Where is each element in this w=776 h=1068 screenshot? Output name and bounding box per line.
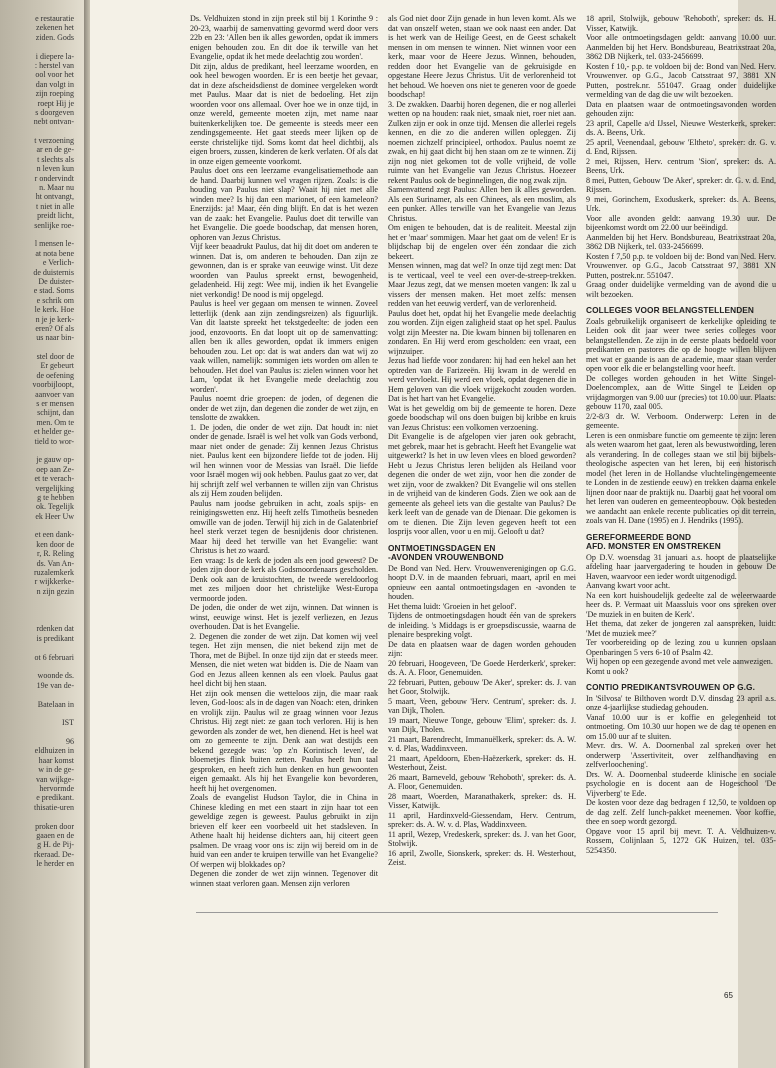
article-column-2 xyxy=(388,14,576,868)
paragraph: 21 maart, Barendrecht, Immanuëlkerk, spreker: ds. A. W. v. d. Plas, Waddinxveen. xyxy=(388,734,576,753)
fragment-line: dan volgt in xyxy=(35,79,74,89)
paragraph: Op D.V. woensdag 31 januari a.s. hoopt de plaatselijke afdeling haar jaarvergadering te houden in gebouw De Haven, waarvoor een ieder wordt uitgenodigd. xyxy=(586,552,776,581)
paragraph: 5 maart, Veen, gebouw 'Herv. Centrum', spreker: ds. J. van Dijk, Tholen. xyxy=(388,696,576,715)
fragment-line: g te hebben xyxy=(37,492,74,502)
fragment-line: men. Om te xyxy=(36,417,74,427)
fragment-line: ar en de ge- xyxy=(36,145,74,155)
fragment-line: eren? Of als xyxy=(35,323,74,333)
fragment-line: ziden. Gods xyxy=(35,32,74,42)
fragment-line: haar komst xyxy=(38,755,74,765)
paragraph: als God niet door Zijn genade in hun leven komt. Als we dat van onszelf weten, staan we ook naast een ander. Dat is het werk van de Heilige Geest, en de Geest schakelt mensen in om mensen te winnen. Niet winnen voor een kerk, maar voor de Heere Jezus. Winnen, behouden, redden door het Evangelie van de gekruisigde en opgestane Heere Jezus Christus. Uit de verlorenheid tot het behoud. We hoeven ons niet te generen voor de goede boodschap! xyxy=(388,14,576,99)
paragraph: Komt u ook? xyxy=(586,666,629,676)
article-column-1 xyxy=(190,14,378,888)
fragment-line: Batelaan in xyxy=(37,699,74,709)
fragment-line: roept Hij je xyxy=(37,98,74,108)
paragraph: Mevr. drs. W. A. Doornenbal zal spreken over het onderwerp 'Assertiviteit, over zelfhandhaving en zelfverloochening'. xyxy=(586,741,776,769)
fragment-line: ht ontvangt, xyxy=(35,192,74,202)
fragment-line: n. Maar nu xyxy=(39,183,74,193)
fragment-line: hervormde xyxy=(39,784,74,794)
fragment-line xyxy=(2,446,74,455)
fragment-line: senlijke roe- xyxy=(34,220,74,230)
fragment-line: thisatie-uren xyxy=(34,802,74,812)
fragment-line: t verzoening xyxy=(34,136,74,146)
paragraph: Jezus had liefde voor zondaren: hij had een hekel aan het optreden van de Farizeeën. Hij kwam in de wereld en werd vervloekt. Hij werd een vloek, opdat degenen die in Hem geloven van die vloek vrijgekocht zouden worden. Dat is het hart van het Evangelie. xyxy=(388,356,576,403)
fragment-line xyxy=(2,343,74,352)
paragraph: Tijdens de ontmoetingsdagen houdt één van de sprekers de inleiding. 's Middags is er groepsdiscussie, waarna de plenaire bespreking volgt. xyxy=(388,611,576,639)
fragment-line: tield to wor- xyxy=(34,436,74,446)
paragraph: Kosten f 10,- p.p. te voldoen bij de: Bond van Ned. Herv. Vrouwenver. op G.G., Jacob Catsstraat 97, 3881 XN Putten, postrek.nr. 551047. Graag onder duidelijke vermelding van de dag die uw wilt bezoeken. xyxy=(586,61,776,99)
fragment-line: r, R. Reling xyxy=(36,549,74,559)
fragment-line: aanvoer van xyxy=(35,389,74,399)
paragraph: Kosten f 7,50 p.p. te voldoen bij de: Bond van Ned. Herv. Vrouwenver. op G.G., Jacob Catsstraat 97, 3881 XN Putten, postrek.nr. 551047. xyxy=(586,251,776,280)
fragment-line xyxy=(2,690,74,699)
paragraph: Aanvang kwart voor acht. xyxy=(586,581,671,590)
fragment-line xyxy=(2,615,74,624)
fragment-line: w in de ge- xyxy=(38,765,74,775)
paragraph: Dit zijn, aldus de predikant, heel leerzame woorden, en ook heel bewogen woorden. Er is een beetje het gevaar, dat in deze afscheidsdienst de dominee vergeleken wordt met Paulus. Maar dat is niet de bedoeling. Het zijn woorden voor ons allemaal. Over hoe we in onze tijd, in onze wereld, gemeente moeten zijn, met name naar buitenkerkelijken toe. De gemeente is steeds meer een zendingsgemeente. Het gaat steeds meer lijken op de eerste christelijke tijd. Soms komt dat heel dichtbij, als eigen broers, zussen, kinderen de kerk verlaten. Of als dat in onze eigen gemeente voorkomt. xyxy=(190,61,378,166)
paragraph: Wij hopen op een gezegende avond met vele aanwezigen. xyxy=(586,657,773,666)
fragment-line: le herder en xyxy=(36,859,74,869)
fragment-line xyxy=(2,42,74,51)
paragraph: Zoals de evangelist Hudson Taylor, die in China in Chinese kleding en met een staart in zijn haar tot een geweldige zegen is geweest. Paulus gebruikt in zijn brieven elf keer een voorbeeld uit het stadsleven. In Athene haalt hij heidense dichters aan, hij citeert geen psalmen. De vraag voor ons is: zijn wij bereid om in de huid van een ander te kruipen terwille van het Evangelie? Of werpen wij blokkades op? xyxy=(190,793,378,869)
paragraph: Na een kort huishoudelijk gedeelte zal de weleerwaarde heer ds. P. Vermaat uit Maassluis voor ons spreken over 'De muziek in en buiten de Kerk'. xyxy=(586,590,776,619)
fragment-line: is predikant xyxy=(36,633,74,643)
paragraph: 9 mei, Gorinchem, Exoduskerk, spreker: ds. A. Beens, Urk. xyxy=(586,194,776,213)
paragraph: Samenvattend zegt Paulus: Allen ben ik alles geworden. Als een Surinamer, als een Chinees, als een moslim, als een punker. Alles terwille van het Evangelie van Jezus Christus. xyxy=(388,185,576,223)
fragment-line: r ondervindt xyxy=(34,173,74,183)
section-heading-colleges: COLLEGES VOOR BELANGSTELLENDEN xyxy=(586,305,755,315)
paragraph: 23 april, Capelle a/d IJssel, Nieuwe Westerkerk, spreker: ds. A. Beens, Urk. xyxy=(586,118,776,137)
fragment-line: ok. Tegelijk xyxy=(36,502,74,512)
paragraph: Het thema luidt: 'Groeien in het geloof'. xyxy=(388,601,517,611)
section-heading-gereformeerde-bond: GEREFORMEERDE BOND AFD. MONSTER EN OMSTREKEN xyxy=(586,531,721,551)
paragraph: 20 februari, Hoogeveen, 'De Goede Herderkerk', spreker: ds. A. A. Floor, Genemuiden. xyxy=(388,658,576,677)
fragment-line: e predikant. xyxy=(36,793,74,803)
paragraph: Paulus nam joodse gebruiken in acht, zoals spijs- en reinigingswetten enz. Hij heeft zelfs Timotheüs besneden omwille van de joden. Terwijl hij zich in de Galatenbrief heel sterk verzet tegen de besnijdenis door christenen. Maar hij deed het terwille van het Evangelie: want Christus is het zo waard. xyxy=(190,498,378,555)
fragment-line: l mensen le- xyxy=(34,239,74,249)
paragraph: Dit Evangelie is de afgelopen vier jaren ook gebracht, met gebrek, maar het is gebracht. Heeft het Evangelie wat uitgewerkt? Is het in uw leven vlees en bloed geworden? Hebt u Jezus Christus leren belijden als Heiland voor degenen die onder de wet zijn, voor hen die zonder de wet zijn, voor de zwakken? Dit Evangelie wil ons stellen in de vrijheid van de kinderen Gods. Zien we ook aan de gemeente als geheel iets van die gestalte van Paulus? De kerk leeft van de genade van de Dienaar. Die gekomen is om te dienen. Die Zijn leven gegeven heeft tot een losprijs voor allen, voor u en mij. Gelooft u dat? xyxy=(388,432,576,536)
paragraph: 18 april, Stolwijk, gebouw 'Rehoboth', spreker: ds. H. Visser, Katwijk. xyxy=(586,14,776,33)
fragment-line: preidt licht, xyxy=(37,211,74,221)
fragment-line: rkeraad. De- xyxy=(34,849,74,859)
paragraph: Vijf keer beaadrukt Paulus, dat hij dit doet om anderen te winnen. Dat is, om anderen te behouden. Dan zijn ze gewonnen, dan is er sprake van eeuwige winst. Uit deze woorden van Paulus spreekt ernst, bewogenheid, geladenheid. Hij zegt: Wee mij, indien ik het Evangelie niet verkondig! De nood is mij opgelegd. xyxy=(190,242,378,299)
fragment-line xyxy=(2,596,74,605)
fragment-line: le kerk. Hoe xyxy=(34,305,74,315)
paragraph: 2/2-8/3 dr. W. Verboom. Onderwerp: Leren in de gemeente. xyxy=(586,411,776,430)
fragment-line: e stad. Soms xyxy=(33,286,74,296)
paragraph: 28 maart, Woerden, Maranathakerk, spreker: ds. H. Visser, Katwijk. xyxy=(388,791,576,810)
paragraph: 11 april, Wezep, Vredeskerk, spreker: ds. J. van het Goor, Stolwijk. xyxy=(388,829,576,848)
fragment-line xyxy=(2,643,74,652)
fragment-line xyxy=(2,606,74,615)
fragment-line xyxy=(2,728,74,737)
fragment-line: de duisternis xyxy=(33,267,74,277)
paragraph: Mensen winnen, mag dat wel? In onze tijd zegt men: Dat is te verticaal, veel te veel een over-de-streep-trekken. Maar Jezus zegt, dat we mensen moeten vangen: Ik zal u vissers der mensen maken. Het moet zelfs: mensen redden van het eeuwig verderf, van de verlorenheid. xyxy=(388,261,576,308)
fragment-line: rdenken dat xyxy=(36,624,74,634)
fragment-line: ot 6 februari xyxy=(34,652,74,662)
fragment-line: oep aan Ze- xyxy=(36,464,74,474)
fragment-line: i diepere la- xyxy=(35,51,74,61)
paragraph: Graag onder duidelijke vermelding van de avond die u wilt bezoeken. xyxy=(586,280,776,299)
paragraph: Ds. Veldhuizen stond in zijn preek stil bij 1 Korinthe 9 : 20-23, waarbij de samenvatting gevormd werd door vers 22b en 23: 'Allen ben ik alles geworden, opdat ik immers enigen behouden zou. En dit doe ik terwille van het Evangelie, opdat ik het mede deelachtig zou worden'. xyxy=(190,14,378,61)
fragment-line: ds. Van An- xyxy=(36,558,74,568)
fragment-line: g H. de Pij- xyxy=(37,840,74,850)
paragraph: Het thema, dat zeker de jongeren zal aanspreken, luidt: 'Met de muziek mee?' xyxy=(586,619,776,638)
fragment-line: proken door xyxy=(35,821,74,831)
fragment-line: e schrik om xyxy=(36,295,74,305)
paragraph: In 'Silvosa' te Bilthoven wordt D.V. dinsdag 23 april a.s. onze 4-jaarlijkse studiedag gehouden. xyxy=(586,693,776,712)
article-column-3 xyxy=(586,14,776,855)
fragment-line xyxy=(2,709,74,718)
page-number: 65 xyxy=(724,991,733,1000)
fragment-line: et te verach- xyxy=(34,474,74,484)
paragraph: Voor alle ontmoetingsdagen geldt: aanvang 10.00 uur. Aanmelden bij het Herv. Bondsbureau, Beatrixstraat 20a, 3862 DB Nijkerk, tel. 033-2456699. xyxy=(586,33,776,61)
fragment-line: ruzalemkerk xyxy=(34,568,74,578)
paragraph: De kosten voor deze dag bedragen f 12,50, te voldoen op de dag zelf. Zelf lunch-pakket meenemen. Voor koffie, thee en soep wordt gezorgd. xyxy=(586,798,776,826)
fragment-line: gaaen en de xyxy=(36,830,74,840)
fragment-line: voorbijloopt, xyxy=(32,380,74,390)
fragment-line: ek Heer Uw xyxy=(35,511,74,521)
fragment-line: et helder ge- xyxy=(34,427,74,437)
fragment-line: r wijkkerke- xyxy=(34,577,74,587)
paragraph: 22 februari, Putten, gebouw 'De Aker', spreker: ds. J. van het Goor, Stolwijk. xyxy=(388,677,576,696)
fragment-line: 19e van de- xyxy=(36,680,74,690)
paragraph: Leren is een onmisbare functie om gemeente te zijn: leren als weten waarom het gaat, leren als bewustwording, leren als verandering. In de colleges staan we stil bij bijbels-theologische aspecten van het leren, bij een historisch model (het leren in de Hollandse vluchtelingengemeente te Londen in de zestiende eeuw) en trekken daarna enkele lijnen door naar de praktijk nu. Daarbij gaat het vooral om het leren van ouderen en gemeenteopbouw. Ook besteden we aandacht aan enkele recente publicaties op dit terrein, zoals van H. Dane (1995) en J. Hendriks (1995). xyxy=(586,430,776,525)
paragraph: De Bond van Ned. Herv. Vrouwenverenigingen op G.G. hoopt D.V. in de maanden februari, maart, april en mei opnieuw een aantal ontmoetingsdagen en -avonden te houden. xyxy=(388,563,576,601)
paragraph: Opgave voor 15 april bij mevr. T. A. Veldhuizen-v. Rossem, Colijnlaan 5, 1272 GK Huizen, tel. 035-5254350. xyxy=(586,826,776,855)
paragraph: 2. Degenen die zonder de wet zijn. Dat komen wij veel tegen. Het zijn mensen, die niet bekend zijn met de Thora, met de Bijbel. In onze tijd zijn dat er steeds meer. Mensen, die niet weten wat bidden is. Die de Naam van God en Jezus alleen kennen als een vloek. Paulus gaat heel dicht bij hen staan. xyxy=(190,631,378,688)
paragraph: 8 mei, Putten, Gebouw 'De Aker', spreker: dr. G. v. d. End, Rijssen. xyxy=(586,175,776,194)
fragment-line: woonde ds. xyxy=(37,671,74,681)
fragment-line: us naar bin- xyxy=(36,333,74,343)
paragraph: 26 maart, Barneveld, gebouw 'Rehoboth', spreker: ds. A. A. Floor, Genemuiden. xyxy=(388,772,576,791)
fragment-line: t slechts als xyxy=(37,154,74,164)
paragraph: Data en plaatsen waar de ontmoetingsavonden worden gehouden zijn: xyxy=(586,99,776,118)
fragment-line xyxy=(2,662,74,671)
fragment-line: nebt ontvan- xyxy=(33,117,74,127)
paragraph: 3. De zwakken. Daarbij horen degenen, die er nog allerlei wetten op na houden: raak niet, smaak niet, roer niet aan. Zulken zijn er ook in onze tijd. Mensen die allerlei regels kennen, en die zo die anderen willen opleggen. Zij noemen zichzelf principieel, orthodox. Paulus noemt ze zwak, en hij gaat dicht bij hen staan om ze te winnen. Zij zijn nog niet gekomen tot de volle vrijheid, de volle ruimte van het Evangelie van Jezus Christus. Hoezeer rekent Paulus ook de beginnelingen, die nog zwak zijn. xyxy=(388,99,576,185)
fragment-line: 96 xyxy=(66,737,74,747)
fragment-line: : herstel van xyxy=(34,60,74,70)
fragment-line: de oefening xyxy=(36,370,74,380)
paragraph: Vanaf 10.00 uur is er koffie en gelegenheid tot ontmoeting. Om 10.30 uur hopen we de dag te openen en om 15.00 uur af te sluiten. xyxy=(586,712,776,741)
fragment-line: van wijkge- xyxy=(36,774,74,784)
fragment-line: stel door de xyxy=(36,352,74,362)
paragraph: 21 maart, Apeldoorn, Eben-Haëzerkerk, spreker: ds. H. Westerhout, Zeist. xyxy=(388,753,576,772)
footer-rule xyxy=(196,912,718,913)
fragment-line: et een dank- xyxy=(34,530,74,540)
fragment-line: zekenen het xyxy=(36,23,74,33)
fragment-line: at nota bene xyxy=(35,248,74,258)
left-page-text-fragments xyxy=(2,14,74,869)
paragraph: Drs. W. A. Doornenbal studeerde klinische en sociale psychologie en is docent aan de Hogeschool 'De Vijverberg' te Ede. xyxy=(586,769,776,798)
magazine-page xyxy=(90,0,776,1068)
paragraph: Om enigen te behouden, dat is de realiteit. Meestal zijn het er 'maar' sommigen. Maar het gaat om de velen! Er is blijdschap bij de engelen over één zondaar die zich bekeert. xyxy=(388,223,576,261)
paragraph: Paulus is heel ver gegaan om mensen te winnen. Zoveel letterlijk (denk aan zijn zendingsreizen) als figuurlijk. Van dit laatste spreekt het tekstgedeelte: de joden een jood, enzovoorts. En dat loopt uit op de samenvatting: allen ben ik alles geworden, opdat ik immers enigen behouden zou. Let op: dat is wat anders dan wat wij zo vaak willen, namelijk: sommigen iets worden om allen te behouden. Het doel van Paulus is: zielen winnen voor het Lam, 'opdat ik het Evangelie mede deelachtig zou worden'. xyxy=(190,299,378,394)
fragment-line xyxy=(2,521,74,530)
paragraph: De data en plaatsen waar de dagen worden gehouden zijn: xyxy=(388,639,576,658)
fragment-line: je gauw op- xyxy=(36,455,74,465)
paragraph: 19 maart, Nieuwe Tonge, gebouw 'Elim', spreker: ds. J. van Dijk, Tholen. xyxy=(388,715,576,734)
paragraph: Paulus doet ons een leerzame evangelisatiemethode aan de hand. Daarbij kunnen wel vragen rijzen. Zoals: is die houding van Paulus niet slap? Waait hij niet met alle winden mee? Is hij dan een marionet, of een kameleon? Enerzijds: ja! Maar, één ding blijft. En dat is het wezen van de zaak: het Evangelie. Paulus doet dit terwille van het Evangelie. Die goede boodschap, dat mensen horen, ophoren van Jezus Christus. xyxy=(190,166,378,242)
fragment-line: e restauratie xyxy=(35,14,74,23)
fragment-line: zijn roeping xyxy=(35,89,74,99)
fragment-line xyxy=(2,127,74,136)
paragraph: Paulus noemt drie groepen: de joden, of degenen die onder de wet zijn, dan degenen die zonder de wet zijn, en tenslotte de zwakken. xyxy=(190,394,378,422)
paragraph: 25 april, Veenendaal, gebouw 'Eltheto', spreker: dr. G. v. d. End, Rijssen. xyxy=(586,137,776,156)
paragraph: 11 april, Hardinxveld-Giessendam, Herv. Centrum, spreker: ds. A. W. v. d. Plas, Waddinxveen. xyxy=(388,810,576,829)
fragment-line: e Verlich- xyxy=(42,258,74,268)
paragraph: Aanmelden bij het Herv. Bondsbureau, Beatrixstraat 20a, 3862 DB Nijkerk, tel. 033-2456699. xyxy=(586,232,776,251)
fragment-line: n leven kun xyxy=(36,164,74,174)
paragraph: Een vraag: Is de kerk de joden als een jood geweest? De joden zijn door de kerk als Godsmoordenaars gescholden. Denk ook aan de kruistochten, de tweede wereldoorlog met zes miljoen door het christelijke West-Europa vermoorde joden. xyxy=(190,555,378,603)
fragment-line xyxy=(2,812,74,821)
paragraph: Zoals gebruikelijk organiseert de kerkelijke opleiding te Leiden ook dit jaar weer twee series colleges voor belangstellenden. Ze zijn in de eerste plaats bedoeld voor predikanten en pastores die op de hoogte willen blijven met wat er gaande is aan de academie, maar staan verder open voor elk die er belangstelling voor heeft. xyxy=(586,316,776,373)
paragraph: Degenen die zonder de wet zijn winnen. Tegenover dit winnen staat verloren gaan. Mensen zijn verloren xyxy=(190,869,378,888)
paragraph: De joden, die onder de wet zijn, winnen. Dat winnen is winst, eeuwige winst. Het is jezelf verliezen, en Jezus overhouden. Dat is het Evangelie. xyxy=(190,603,378,631)
section-heading-vrouwenbond: ONTMOETINGSDAGEN EN -AVONDEN VROUWENBOND xyxy=(388,542,504,562)
fragment-line: s doorgeven xyxy=(35,107,74,117)
paragraph: Ter voorbereiding op de lezing zou u kunnen opslaan Openbaringen 5 vers 6-10 of Psalm 42. xyxy=(586,638,776,657)
paragraph: 2 mei, Rijssen, Herv. centrum 'Sion', spreker: ds. A. Beens, Urk. xyxy=(586,156,776,175)
fragment-line: t niet in alle xyxy=(36,201,74,211)
fragment-line xyxy=(2,230,74,239)
fragment-line: schijnt, dan xyxy=(37,408,74,418)
paragraph: 1. De joden, die onder de wet zijn. Dat houdt in: niet onder de genade. Israël is wel het volk van Gods verbond, maar niet onder de genade: Zij kennen Jezus Christus niet. Paulus kent een bijzondere liefde tot de joden. Hij wil hen winnen voor de Messias van Israël. Die liefde voor Israël mogen wij ook hebben. Paulus gaat zo ver, dat hij schrijft zelf wel verbannen te willen zijn van Christus als zij Hem zouden belijden. xyxy=(190,422,378,498)
fragment-line: vergelijking xyxy=(35,483,74,493)
fragment-line: n zijn gezin xyxy=(36,586,74,596)
paragraph: Voor alle avonden geldt: aanvang 19.30 uur. De bijeenkomst wordt om 22.00 uur beëindigd. xyxy=(586,213,776,232)
paragraph: Het zijn ook mensen die wetteloos zijn, die maar raak leven, God-loos: als in de dagen van Noach: eten, drinken en vrolijk zijn. Paulus wil ze graag winnen voor Jezus Christus. Hij zegt niet: ze gaan toch verloren. Hij is hen geworden als zonder de wet, hen dienend. Het is heel wat om zo gemeente te zijn. Denk aan wat destijds een bekend gezegde was: 'op z'n Korintisch leven', de bloemetjes flink buiten zetten. Paulus heeft hun taal gesproken, en heeft zich hun denken en hun gewoonten eigen gemaakt. Als hij het Evangelie kon bevorderen, heeft hij het overgenomen. xyxy=(190,688,378,793)
paragraph: Paulus doet het, opdat hij het Evangelie mede deelachtig zou worden. Zijn eigen zaligheid staat op het spel. Paulus volgt zijn Meester na. Die kwam binnen bij tollenaren en zondaren. En Hij werd erom gescholden: een vraat, een wijnzuiper. xyxy=(388,308,576,356)
fragment-line: De duister- xyxy=(38,276,74,286)
paragraph: 16 april, Zwolle, Sionskerk, spreker: ds. H. Westerhout, Zeist. xyxy=(388,848,576,867)
fragment-line: ken door de xyxy=(36,539,74,549)
fragment-line: ool voor het xyxy=(35,70,74,80)
fragment-line: IST xyxy=(62,718,74,728)
paragraph: De colleges worden gehouden in het Witte Singel-Doelencomplex, aan de Witte Singel te Leiden op vrijdagmorgen van 9.00 uur (precies) tot 10.00 uur. Plaats: gebouw 1170, zaal 005. xyxy=(586,373,776,411)
section-heading-contio: CONTIO PREDIKANTSVROUWEN OP G.G. xyxy=(586,682,755,692)
fragment-line: Er gebeurt xyxy=(40,361,74,371)
left-page-bleed xyxy=(0,0,84,1068)
fragment-line: eldhuizen in xyxy=(34,746,74,756)
fragment-line: n je je kerk- xyxy=(35,314,74,324)
paragraph: Wat is het geweldig om bij de gemeente te horen. Deze goede boodschap wil ons doen buigen bij kribbe en kruis van Jezus Christus: een volkomen verzoening. xyxy=(388,403,576,432)
fragment-line: s er mensen xyxy=(36,399,74,409)
